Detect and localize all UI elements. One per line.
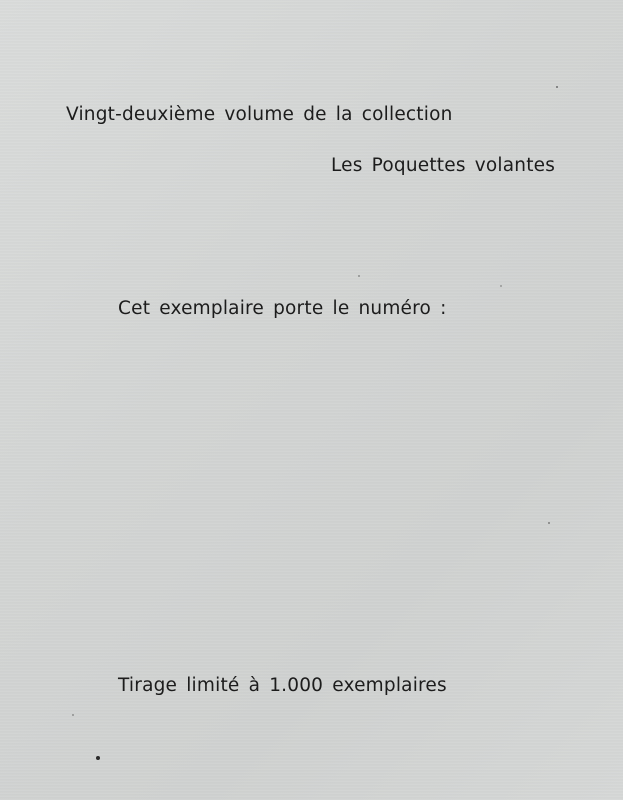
volume-line: Vingt-deuxième volume de la collection [66,104,453,125]
paper-speck [96,756,100,760]
paper-speck [548,522,550,524]
collection-name: Les Poquettes volantes [331,155,556,176]
paper-speck [358,275,360,277]
paper-speck [72,714,74,716]
print-run-line: Tirage limité à 1.000 exemplaires [118,675,447,696]
paper-speck [556,86,558,88]
copy-number-line: Cet exemplaire porte le numéro : [118,298,447,319]
paper-speck [500,285,502,287]
